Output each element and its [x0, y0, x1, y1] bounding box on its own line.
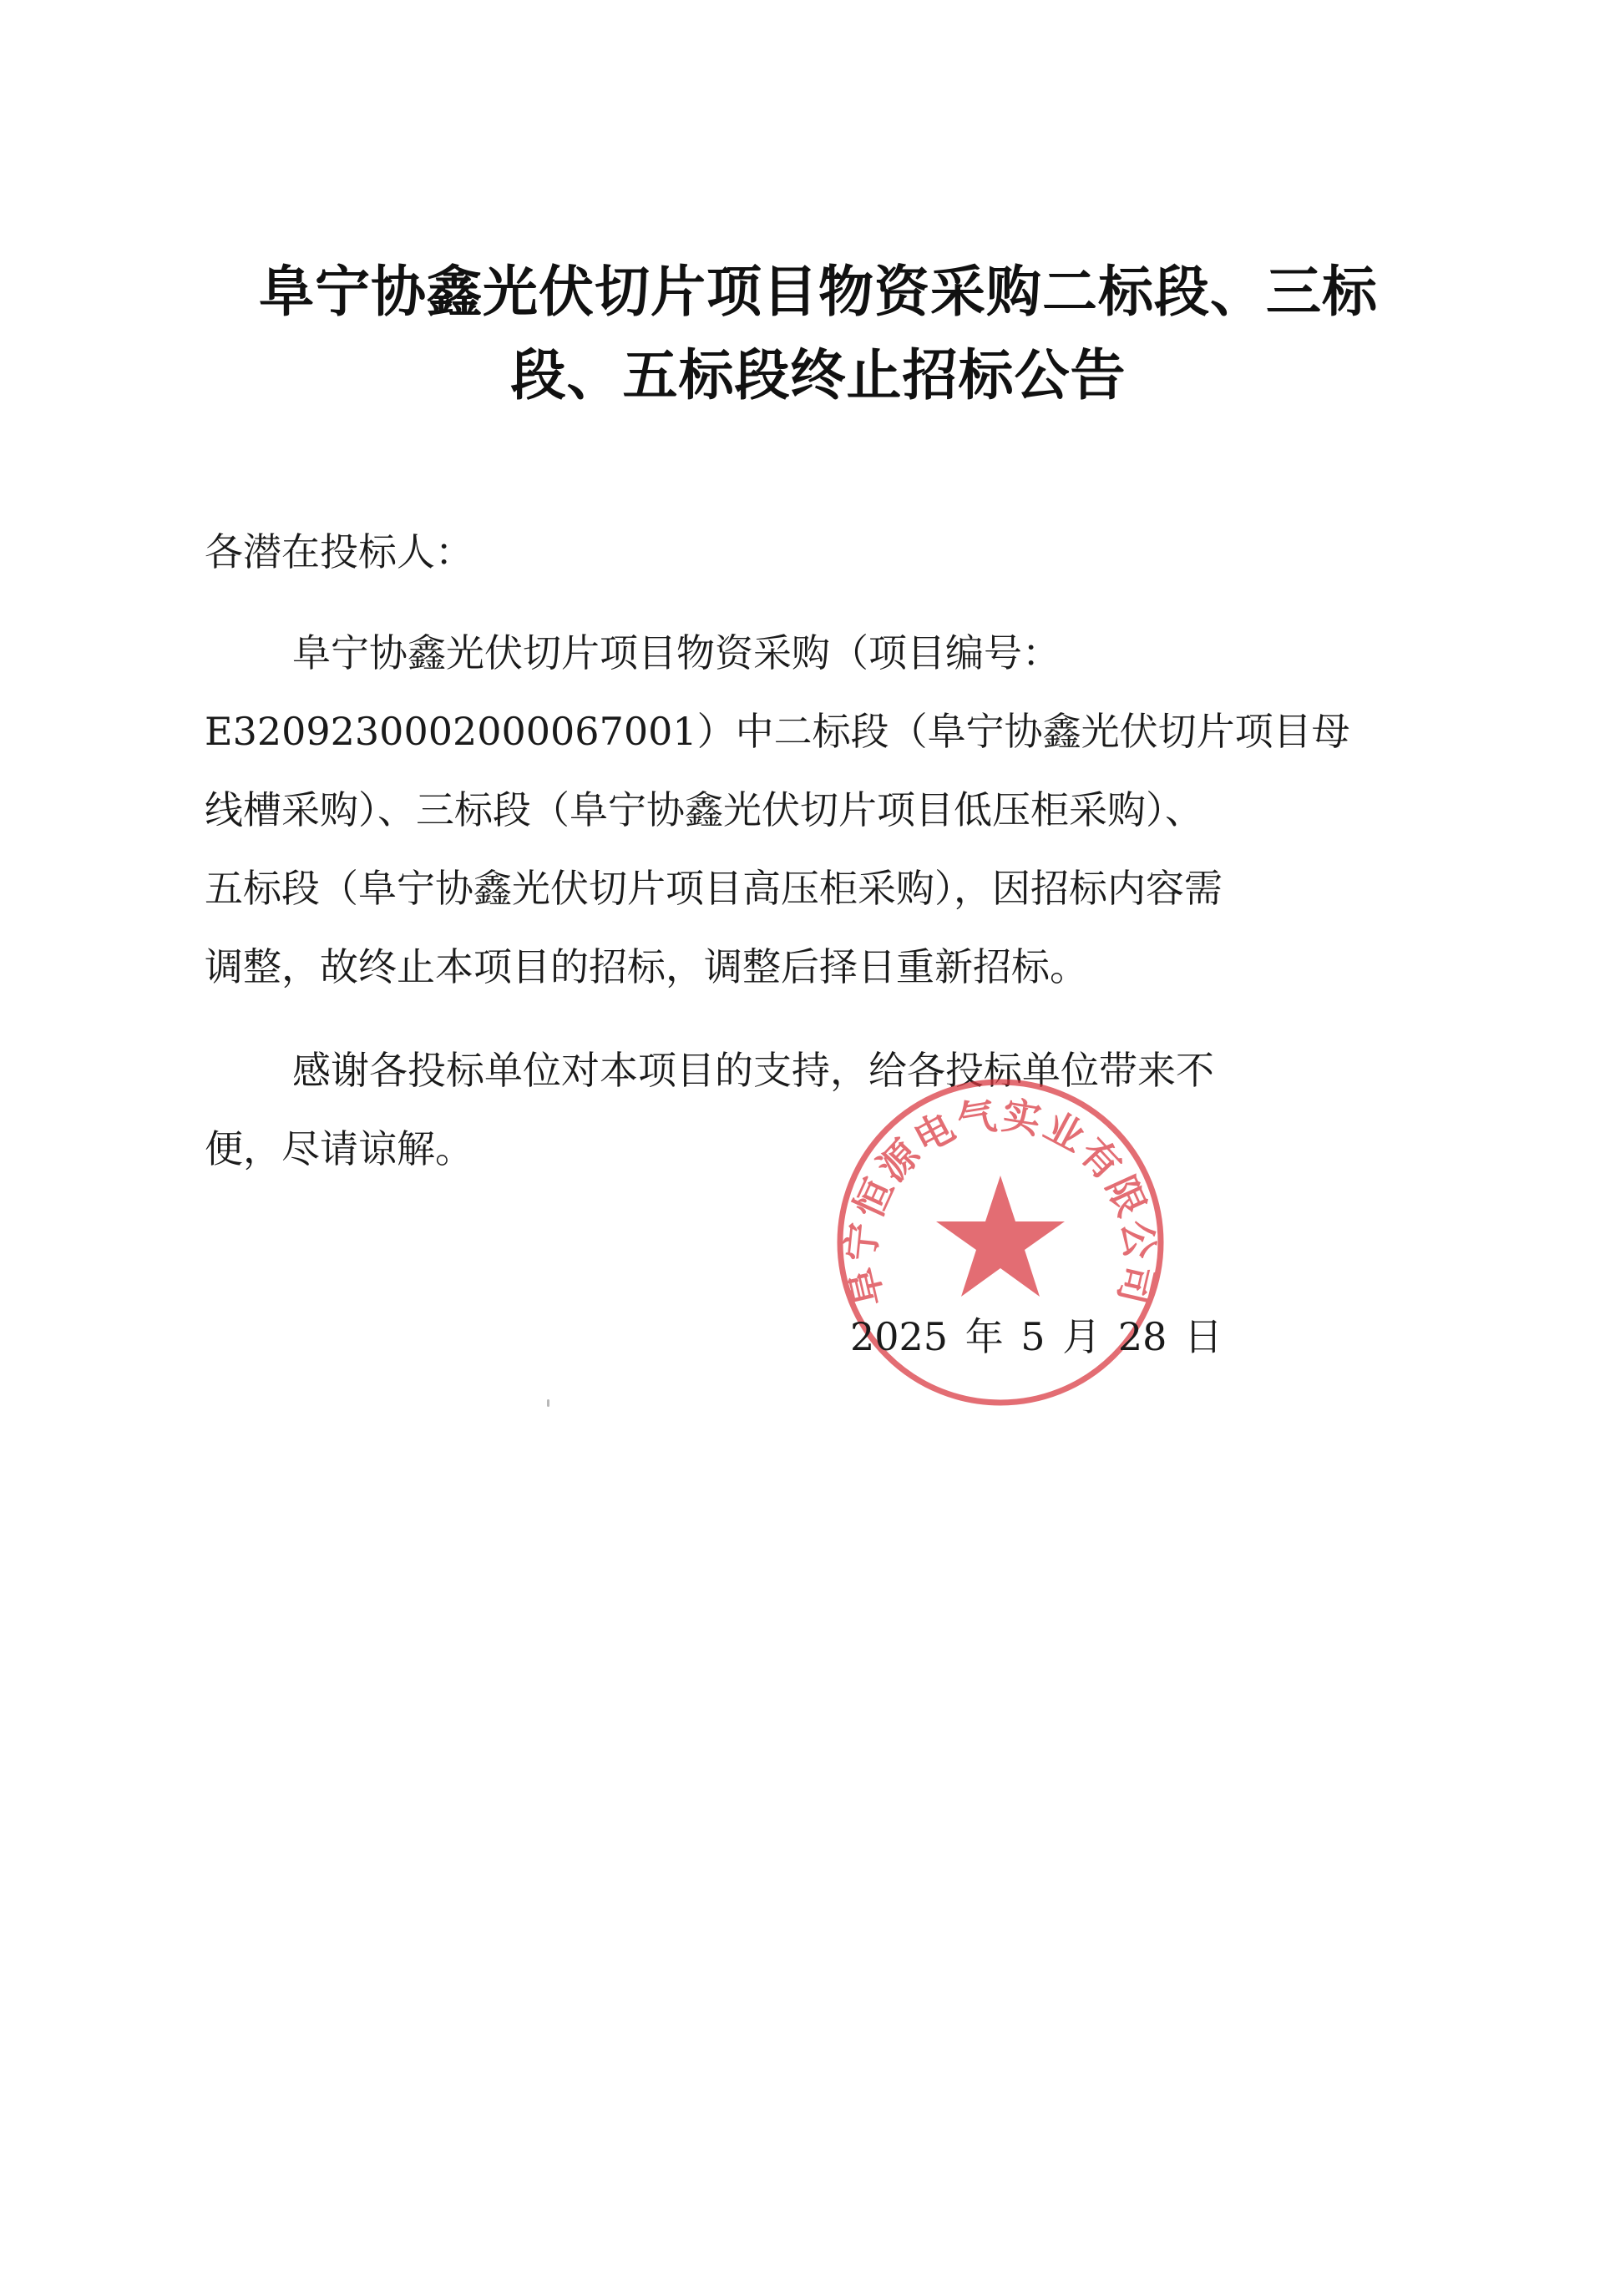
seal-text: 阜宁恒源电气实业有限公司 — [838, 1092, 1163, 1311]
body-paragraph-2 — [205, 1031, 1407, 1188]
title-line-2: 段、五标段终止招标公告 — [510, 343, 1126, 407]
salutation: 各潜在投标人： — [205, 529, 473, 574]
paragraph-line: 便，尽请谅解。 — [205, 1126, 473, 1171]
document-title — [200, 250, 1436, 417]
document-date: 2025 年 5 月 28 日 — [850, 1314, 1223, 1359]
paragraph-line: 感谢各投标单位对本项目的支持，给各投标单位带来不 — [292, 1048, 1214, 1093]
star-icon — [936, 1176, 1065, 1297]
paragraph-line: 五标段（阜宁协鑫光伏切片项目高压柜采购），因招标内容需 — [205, 866, 1223, 911]
paragraph-line: 线槽采购）、三标段（阜宁协鑫光伏切片项目低压柜采购）、 — [205, 787, 1203, 832]
paragraph-line: 调整，故终止本项目的招标，调整后择日重新招标。 — [205, 944, 1088, 989]
paragraph-line: 阜宁协鑫光伏切片项目物资采购（项目编号： — [292, 630, 1061, 675]
body-paragraph-1 — [205, 614, 1407, 1006]
scan-speck — [547, 1399, 549, 1407]
title-line-1: 阜宁协鑫光伏切片项目物资采购二标段、三标 — [259, 260, 1378, 324]
paragraph-line: E3209230002000067001）中二标段（阜宁协鑫光伏切片项目母 — [205, 709, 1350, 754]
